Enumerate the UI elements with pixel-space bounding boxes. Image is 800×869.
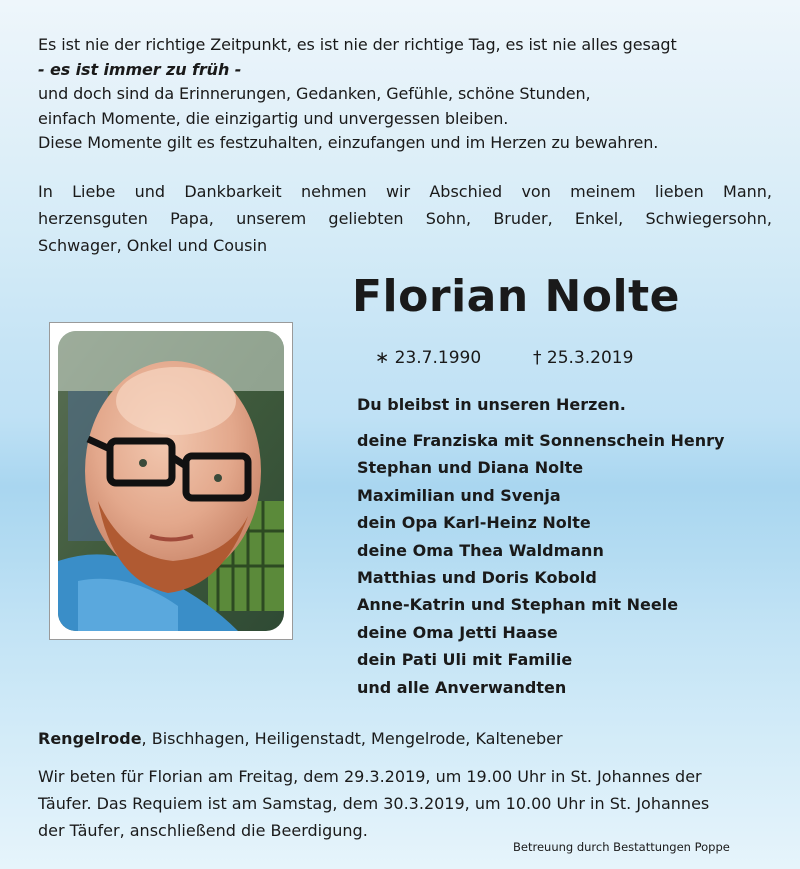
other-places: , Bischhagen, Heiligenstadt, Mengelrode, Kalteneber	[141, 729, 563, 748]
mourner-entry: Stephan und Diana Nolte	[357, 458, 584, 478]
mourners-list	[357, 427, 724, 701]
mourner-entry: deine Oma Thea Waldmann	[357, 540, 604, 560]
mourner-entry: deine Oma Jetti Haase	[357, 622, 558, 642]
motto: Du bleibst in unseren Herzen.	[357, 395, 626, 414]
poem	[38, 33, 778, 156]
service-info	[38, 763, 768, 844]
mourner-entry: dein Opa Karl-Heinz Nolte	[357, 513, 591, 533]
portrait-frame	[49, 322, 293, 640]
mourner-entry: und alle Anverwandten	[357, 677, 567, 697]
farewell-line: In Liebe und Dankbarkeit nehmen wir Abschied von meinem lieben Mann,	[38, 182, 772, 201]
mourner-entry: Anne-Katrin und Stephan mit Neele	[357, 595, 679, 615]
deceased-name: Florian Nolte	[352, 271, 680, 322]
service-line: Täufer. Das Requiem ist am Samstag, dem 30.3.2019, um 10.00 Uhr in St. Johannes	[38, 794, 710, 813]
poem-emphasis: - es ist immer zu früh -	[38, 59, 242, 79]
poem-line: Es ist nie der richtige Zeitpunkt, es ist nie der richtige Tag, es ist nie alles gesagt	[38, 35, 677, 54]
poem-line: einfach Momente, die einzigartig und unvergessen bleiben.	[38, 108, 509, 128]
farewell-text	[38, 178, 772, 259]
mourner-entry: Maximilian und Svenja	[357, 485, 561, 505]
funeral-home-credit: Betreuung durch Bestattungen Poppe	[513, 840, 730, 854]
birth-date: ∗ 23.7.1990	[375, 348, 482, 368]
farewell-line: herzensguten Papa, unserem geliebten Sohn, Bruder, Enkel, Schwiegersohn,	[38, 209, 772, 228]
mourner-entry: dein Pati Uli mit Familie	[357, 650, 573, 670]
mourner-entry: deine Franziska mit Sonnenschein Henry	[357, 431, 725, 450]
places-line	[38, 729, 563, 748]
main-place: Rengelrode	[38, 729, 142, 748]
poem-line: und doch sind da Erinnerungen, Gedanken, Gefühle, schöne Stunden,	[38, 84, 591, 103]
poem-line: Diese Momente gilt es festzuhalten, einzufangen und im Herzen zu bewahren.	[38, 133, 659, 152]
portrait-photo	[58, 331, 284, 631]
service-line: Wir beten für Florian am Freitag, dem 29.3.2019, um 19.00 Uhr in St. Johannes der	[38, 767, 702, 786]
mourner-entry: Matthias und Doris Kobold	[357, 568, 597, 588]
farewell-line: Schwager, Onkel und Cousin	[38, 236, 268, 255]
death-date: † 25.3.2019	[533, 348, 634, 368]
service-line: der Täufer, anschließend die Beerdigung.	[38, 821, 368, 840]
